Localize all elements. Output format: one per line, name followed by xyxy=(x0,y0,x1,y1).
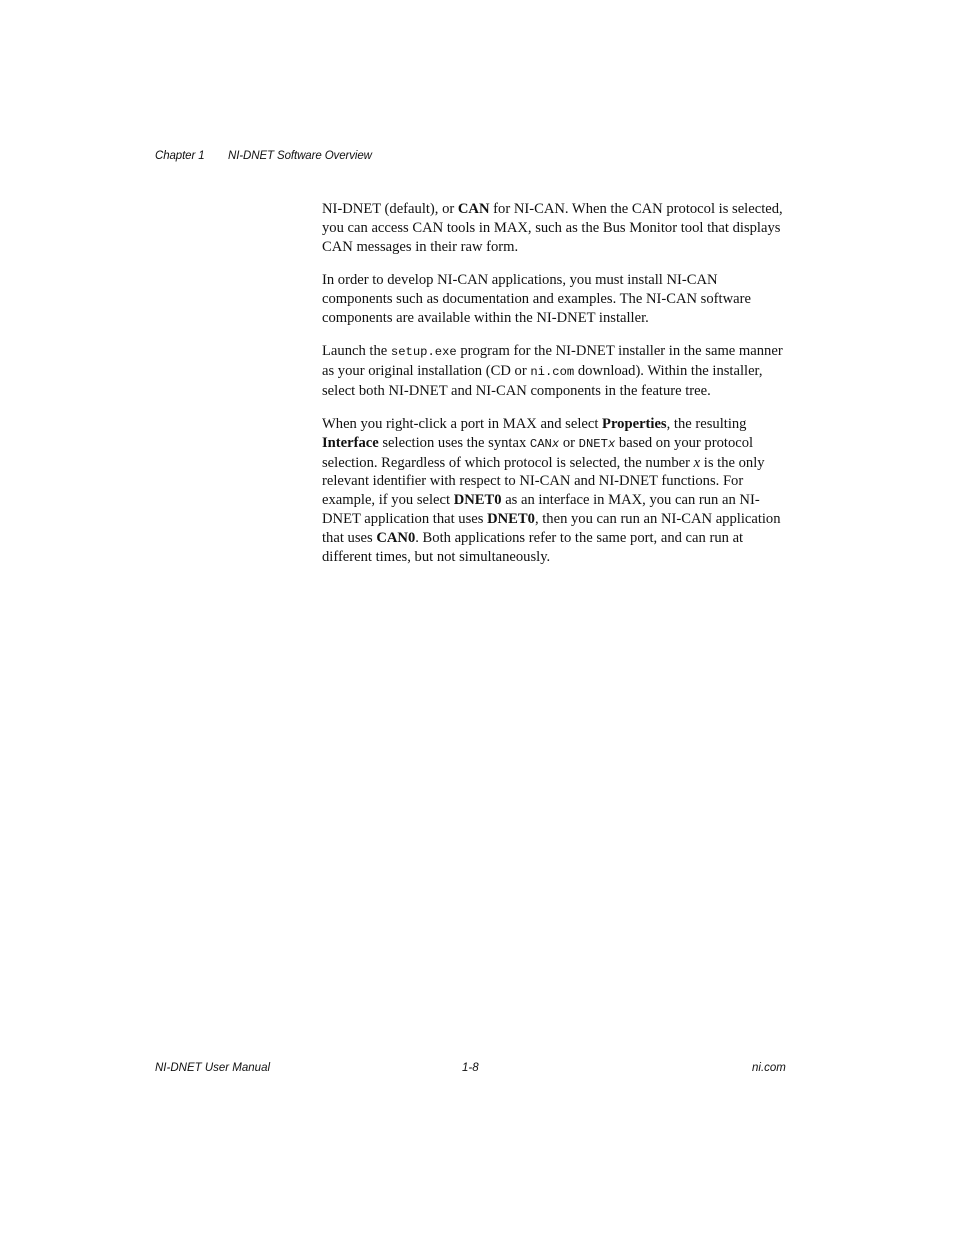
paragraph-2 xyxy=(322,271,788,327)
footer-page-number: 1-8 xyxy=(462,1062,479,1074)
text-run: is the only relevant identifier with respect to NI-CAN and NI-DNET functions. For example, if you select xyxy=(322,454,765,509)
text-run: selection uses the syntax xyxy=(378,434,530,451)
code-text: ni.com xyxy=(530,364,575,379)
paragraph-1 xyxy=(322,200,788,256)
footer-manual-title: NI-DNET User Manual xyxy=(155,1062,271,1074)
code-text: CAN xyxy=(529,436,552,451)
code-text: DNET xyxy=(578,436,608,451)
text-run: In order to develop NI-CAN applications, you must install NI-CAN components such as documentation and examples. The NI-CAN software components are available within the NI-DNET installer. xyxy=(322,271,751,326)
chapter-number: Chapter 1 xyxy=(155,150,205,162)
bold-term: CAN0 xyxy=(376,529,416,546)
bold-term: Interface xyxy=(322,434,379,451)
bold-term: Properties xyxy=(602,415,667,432)
footer-website: ni.com xyxy=(752,1062,786,1074)
text-run: or xyxy=(559,434,579,451)
text-run: NI-DNET (default), or xyxy=(322,201,458,217)
bold-term: DNET0 xyxy=(487,510,535,527)
text-run: program for the NI-DNET installer in the same manner as your original installation (CD or xyxy=(322,342,783,379)
text-run: . Both applications refer to the same port, and can run at different times, but not simultaneously. xyxy=(322,529,744,565)
page-header xyxy=(155,150,372,162)
text-run: , the resulting xyxy=(666,415,747,432)
text-run: When you right-click a port in MAX and select xyxy=(322,415,603,432)
text-run: for NI-CAN. When the CAN protocol is selected, you can access CAN tools in MAX, such as the Bus Monitor tool that displays CAN messages in their raw form. xyxy=(322,201,783,255)
italic-variable: x xyxy=(693,454,701,471)
paragraph-3 xyxy=(322,342,788,400)
text-run: based on your protocol selection. Regardless of which protocol is selected, the number xyxy=(322,434,754,471)
code-variable: x xyxy=(551,436,560,451)
bold-term: DNET0 xyxy=(453,492,502,509)
code-text: setup.exe xyxy=(390,344,457,359)
code-variable: x xyxy=(607,436,616,451)
text-run: download). Within the installer, select both NI-DNET and NI-CAN components in the feature tree. xyxy=(322,362,763,399)
chapter-title: NI-DNET Software Overview xyxy=(228,150,372,162)
text-run: Launch the xyxy=(322,342,391,359)
text-run: , then you can run an NI-CAN application that uses xyxy=(322,510,781,546)
bold-term: CAN xyxy=(457,201,490,217)
body-text xyxy=(322,200,788,581)
text-run: as an interface in MAX, you can run an NI-DNET application that uses xyxy=(322,492,760,527)
paragraph-4 xyxy=(322,415,788,566)
